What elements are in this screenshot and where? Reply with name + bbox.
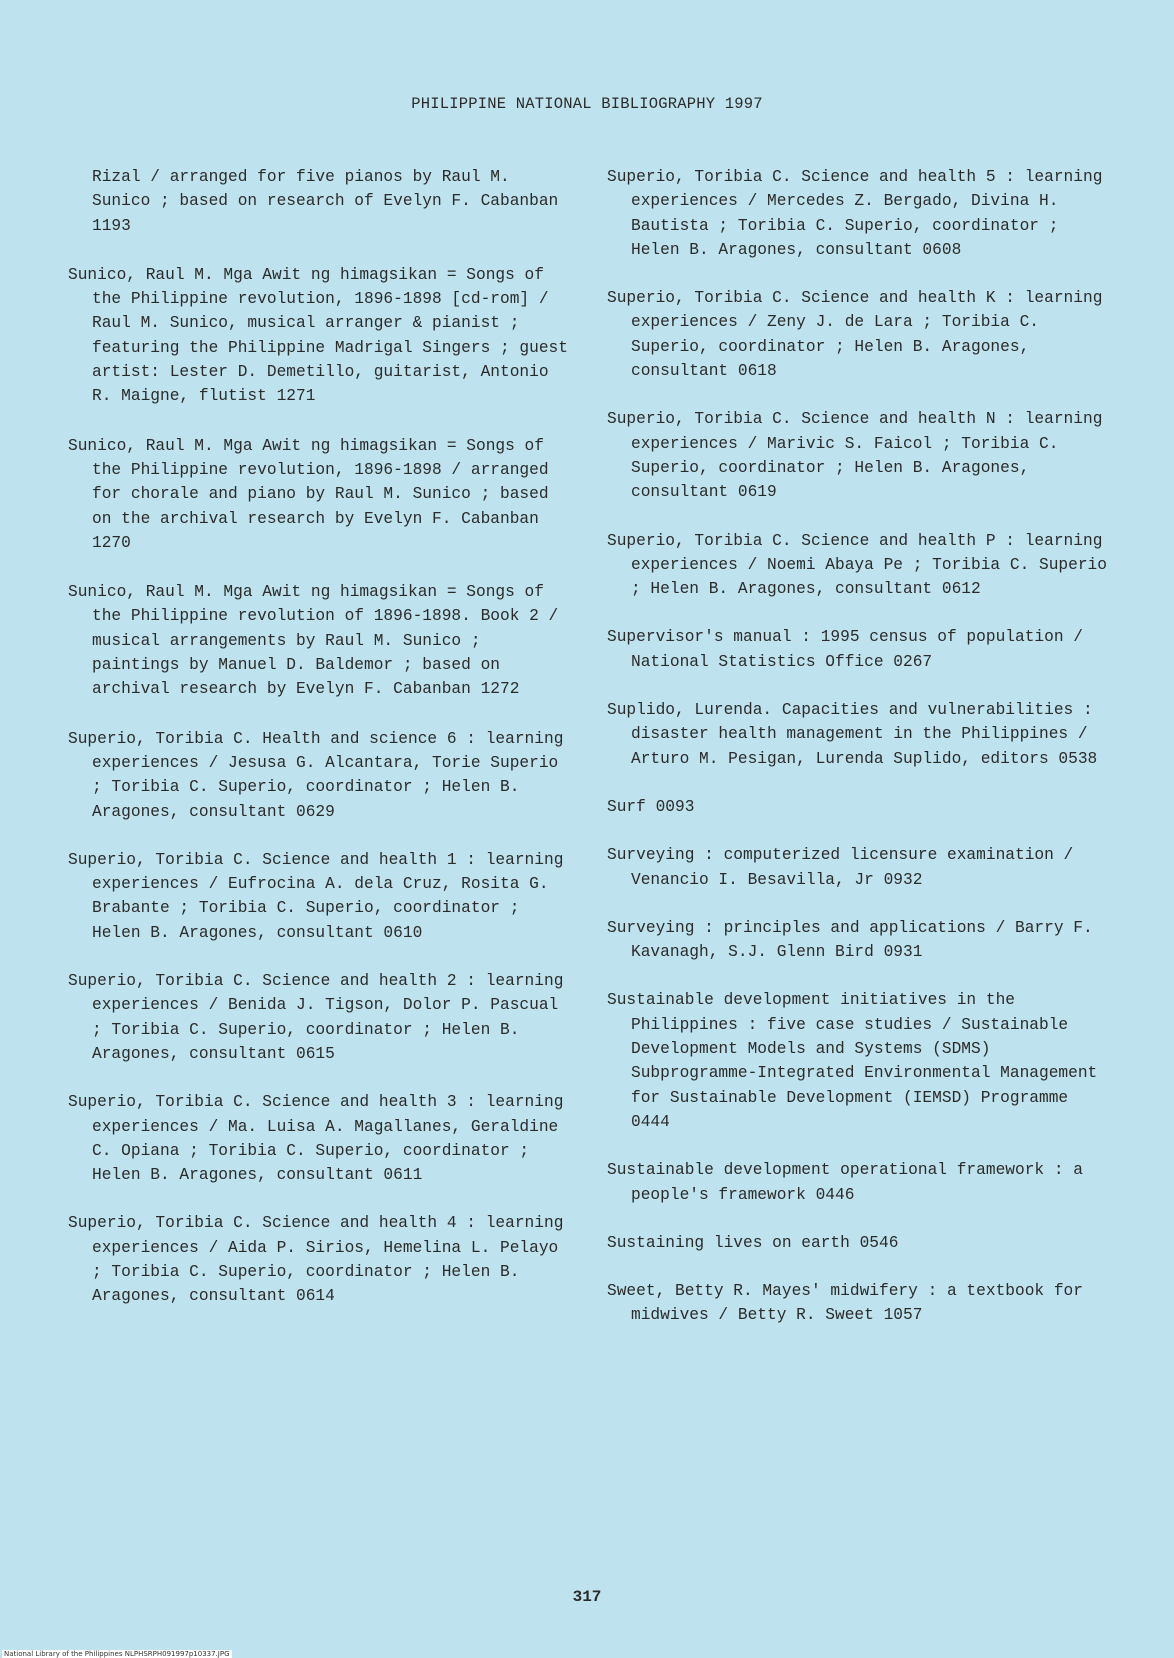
bib-entry: Superio, Toribia C. Science and health 3 : learning experiences / Ma. Luisa A. Magallanes, Geraldine C. Opiana ; Toribia C. Superio, coordinator ; Helen B. Aragones, consultant 0611 (68, 1093, 564, 1185)
bib-entry: Sunico, Raul M. Mga Awit ng himagsikan = Songs of the Philippine revolution, 1896-1898 / arranged for chorale and piano by Raul M. Sunico ; based on the archival research by Evelyn F. Cabanban 1270 (68, 436, 549, 552)
bib-entry: Sustainable development operational framework : a people's framework 0446 (607, 1161, 1083, 1204)
bib-entry: Rizal / arranged for five pianos by Raul M. Sunico ; based on research of Evelyn F. Cabanban 1193 (92, 168, 559, 235)
page-header: PHILIPPINE NATIONAL BIBLIOGRAPHY 1997 (411, 95, 763, 113)
bib-entry: Sustaining lives on earth 0546 (607, 1233, 899, 1252)
bib-entry: Superio, Toribia C. Health and science 6 : learning experiences / Jesusa G. Alcantara, Torie Superio ; Toribia C. Superio, coordinator ; Helen B. Aragones, consultant 0629 (68, 729, 564, 821)
bib-entry: Superio, Toribia C. Science and health P : learning experiences / Noemi Abaya Pe ; Toribia C. Superio ; Helen B. Aragones, consultant 0612 (607, 531, 1107, 599)
bib-entry: Suplido, Lurenda. Capacities and vulnerabilities : disaster health management in the Philippines / Arturo M. Pesigan, Lurenda Suplido, editors 0538 (607, 701, 1098, 768)
bib-entry: Superio, Toribia C. Science and health 2 : learning experiences / Benida J. Tigson, Dolor P. Pascual ; Toribia C. Superio, coordinator ; Helen B. Aragones, consultant 0615 (68, 972, 564, 1063)
bib-entry: Superio, Toribia C. Science and health K : learning experiences / Zeny J. de Lara ; Toribia C. Superio, coordinator ; Helen B. Aragones, consultant 0618 (607, 289, 1103, 381)
bib-entry: Supervisor's manual : 1995 census of population / National Statistics Office 0267 (607, 628, 1083, 671)
bib-entry: Superio, Toribia C. Science and health 5 : learning experiences / Mercedes Z. Bergado, Divina H. Bautista ; Toribia C. Superio, coordinator ; Helen B. Aragones, consultant 0608 (607, 168, 1103, 259)
bib-entry: Surf 0093 (607, 797, 695, 816)
left-column (68, 165, 568, 1309)
bib-entry: Sustainable development initiatives in the Philippines : five case studies / Sustainable Development Models and Systems (SDMS) Subprogramme-Integrated Environmental Management for Sustainable Development (IEMSD) Programme 0444 (607, 991, 1098, 1131)
scan-credit: National Library of the Philippines NLPHSRPH091997p10337.JPG (4, 1650, 230, 1658)
bib-entry: Sunico, Raul M. Mga Awit ng himagsikan = Songs of the Philippine revolution of 1896-1898. Book 2 / musical arrangements by Raul M. Sunico ; paintings by Manuel D. Baldemor ; based on archival research by Evelyn F. Cabanban 1272 (68, 583, 559, 699)
bib-entry: Superio, Toribia C. Science and health N : learning experiences / Marivic S. Faicol ; Toribia C. Superio, coordinator ; Helen B. Aragones, consultant 0619 (607, 410, 1103, 502)
bib-entry: Sunico, Raul M. Mga Awit ng himagsikan = Songs of the Philippine revolution, 1896-1898 [cd-rom] / Raul M. Sunico, musical arranger & pianist ; featuring the Philippine Madrigal Singers ; guest artist: Lester D. Demetillo, guitarist, Antonio R. Maigne, flutist 1271 (68, 265, 568, 406)
bib-entry: Superio, Toribia C. Science and health 1 : learning experiences / Eufrocina A. dela Cruz, Rosita G. Brabante ; Toribia C. Superio, coordinator ; Helen B. Aragones, consultant 0610 (68, 850, 564, 942)
bib-entry: Sweet, Betty R. Mayes' midwifery : a textbook for midwives / Betty R. Sweet 1057 (607, 1282, 1083, 1325)
page-number: 317 (572, 1588, 602, 1606)
bib-entry: Surveying : principles and applications / Barry F. Kavanagh, S.J. Glenn Bird 0931 (607, 918, 1093, 962)
bib-entry: Superio, Toribia C. Science and health 4 : learning experiences / Aida P. Sirios, Hemelina L. Pelayo ; Toribia C. Superio, coordinator ; Helen B. Aragones, consultant 0614 (68, 1214, 564, 1306)
bib-entry: Surveying : computerized licensure examination / Venancio I. Besavilla, Jr 0932 (607, 846, 1074, 889)
right-column (607, 165, 1107, 1328)
